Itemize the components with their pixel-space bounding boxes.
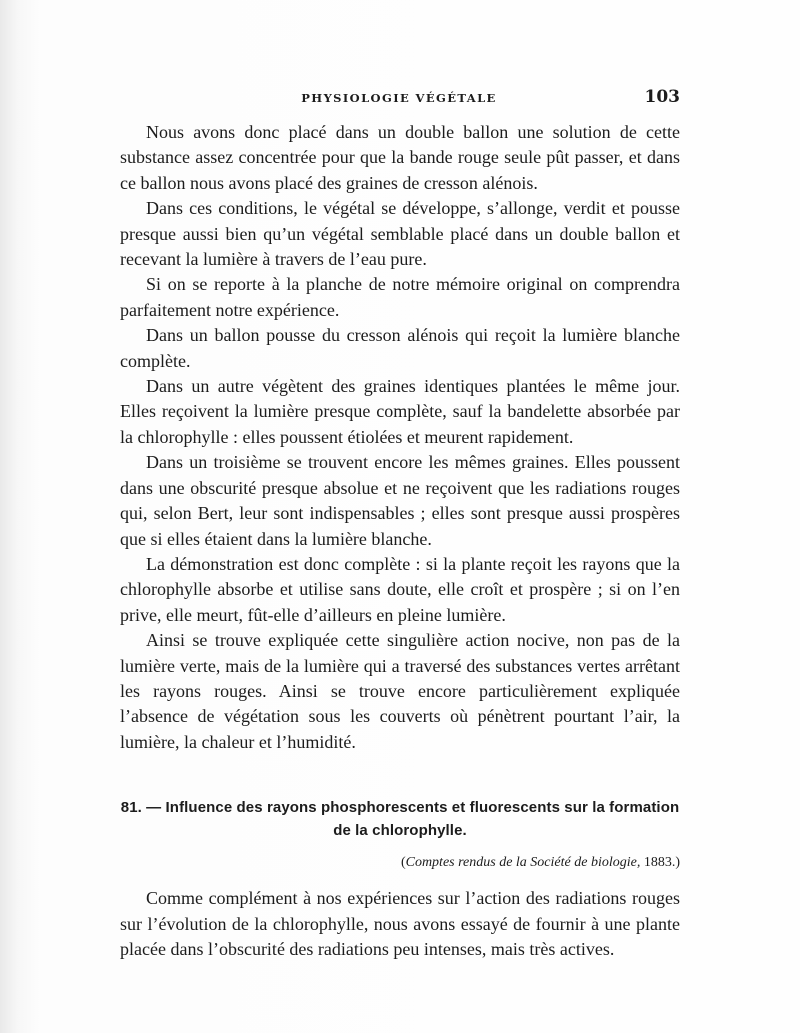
section-heading-line-1: 81. — Influence des rayons phosphorescents et fluorescents sur la formation <box>120 799 680 816</box>
paragraph: Ainsi se trouve expliquée cette singulière action nocive, non pas de la lumière verte, mais de la lumière qui a traversé des substances vertes arrêtant les rayons rouges. Ainsi se trouve encore particulièrement expliquée l’absence de végétation sous les couverts où pénètrent pourtant l’air, la lumière, la chaleur et l’humidité. <box>120 630 680 752</box>
paragraph: Dans un ballon pousse du cresson alénois qui reçoit la lumière blanche complète. <box>120 325 680 371</box>
running-title: PHYSIOLOGIE VÉGÉTALE <box>301 91 497 105</box>
body-text <box>120 120 680 755</box>
paragraph: Nous avons donc placé dans un double ballon une solution de cette substance assez concentrée pour que la bande rouge seule pût passer, et dans ce ballon nous avons placé des graines de cresson alénois. <box>120 122 680 193</box>
section-heading-line-2: de la chlorophylle. <box>333 822 467 839</box>
page-header <box>118 88 680 112</box>
section-heading <box>120 796 680 842</box>
page-number: 103 <box>644 87 680 107</box>
section-intro: Comme complément à nos expériences sur l’action des radiations rouges sur l’évolution de la chlorophylle, nous avons essayé de fournir à une plante placée dans l’obscurité des radiations peu intenses, mais très actives. <box>120 888 680 960</box>
paragraph: Dans un troisième se trouvent encore les mêmes graines. Elles poussent dans une obscurité presque absolue et ne reçoivent que les radiations rouges qui, selon Bert, leur sont indispensables ; elles sont presque aussi prospères que si elles étaient dans la lumière blanche. <box>120 452 680 549</box>
citation-year: 1883. <box>643 855 676 870</box>
paragraph: Si on se reporte à la planche de notre mémoire original on comprendra parfaitement notre expérience. <box>120 274 680 320</box>
citation: (Comptes rendus de la Société de biologie, 1883.) <box>400 855 680 870</box>
paragraph: Dans ces conditions, le végétal se développe, s’allonge, verdit et pousse presque aussi bien qu’un végétal semblable placé dans un double ballon et recevant la lumière à travers de l’eau pure. <box>120 198 680 270</box>
paragraph: Dans un autre végètent des graines identiques plantées le même jour. Elles reçoivent la lumière presque complète, sauf la bandelette absorbée par la chlorophylle : elles poussent étiolées et meurent rapidement. <box>120 376 680 447</box>
paragraph: La démonstration est donc complète : si la plante reçoit les rayons que la chlorophylle absorbe et utilise sans doute, elle croît et prospère ; si on l’en prive, elle meurt, fût-elle d’ailleurs en pleine lumière. <box>120 553 680 625</box>
citation-source: Comptes rendus de la Société de biologie, <box>405 855 641 870</box>
section-81 <box>120 796 680 963</box>
